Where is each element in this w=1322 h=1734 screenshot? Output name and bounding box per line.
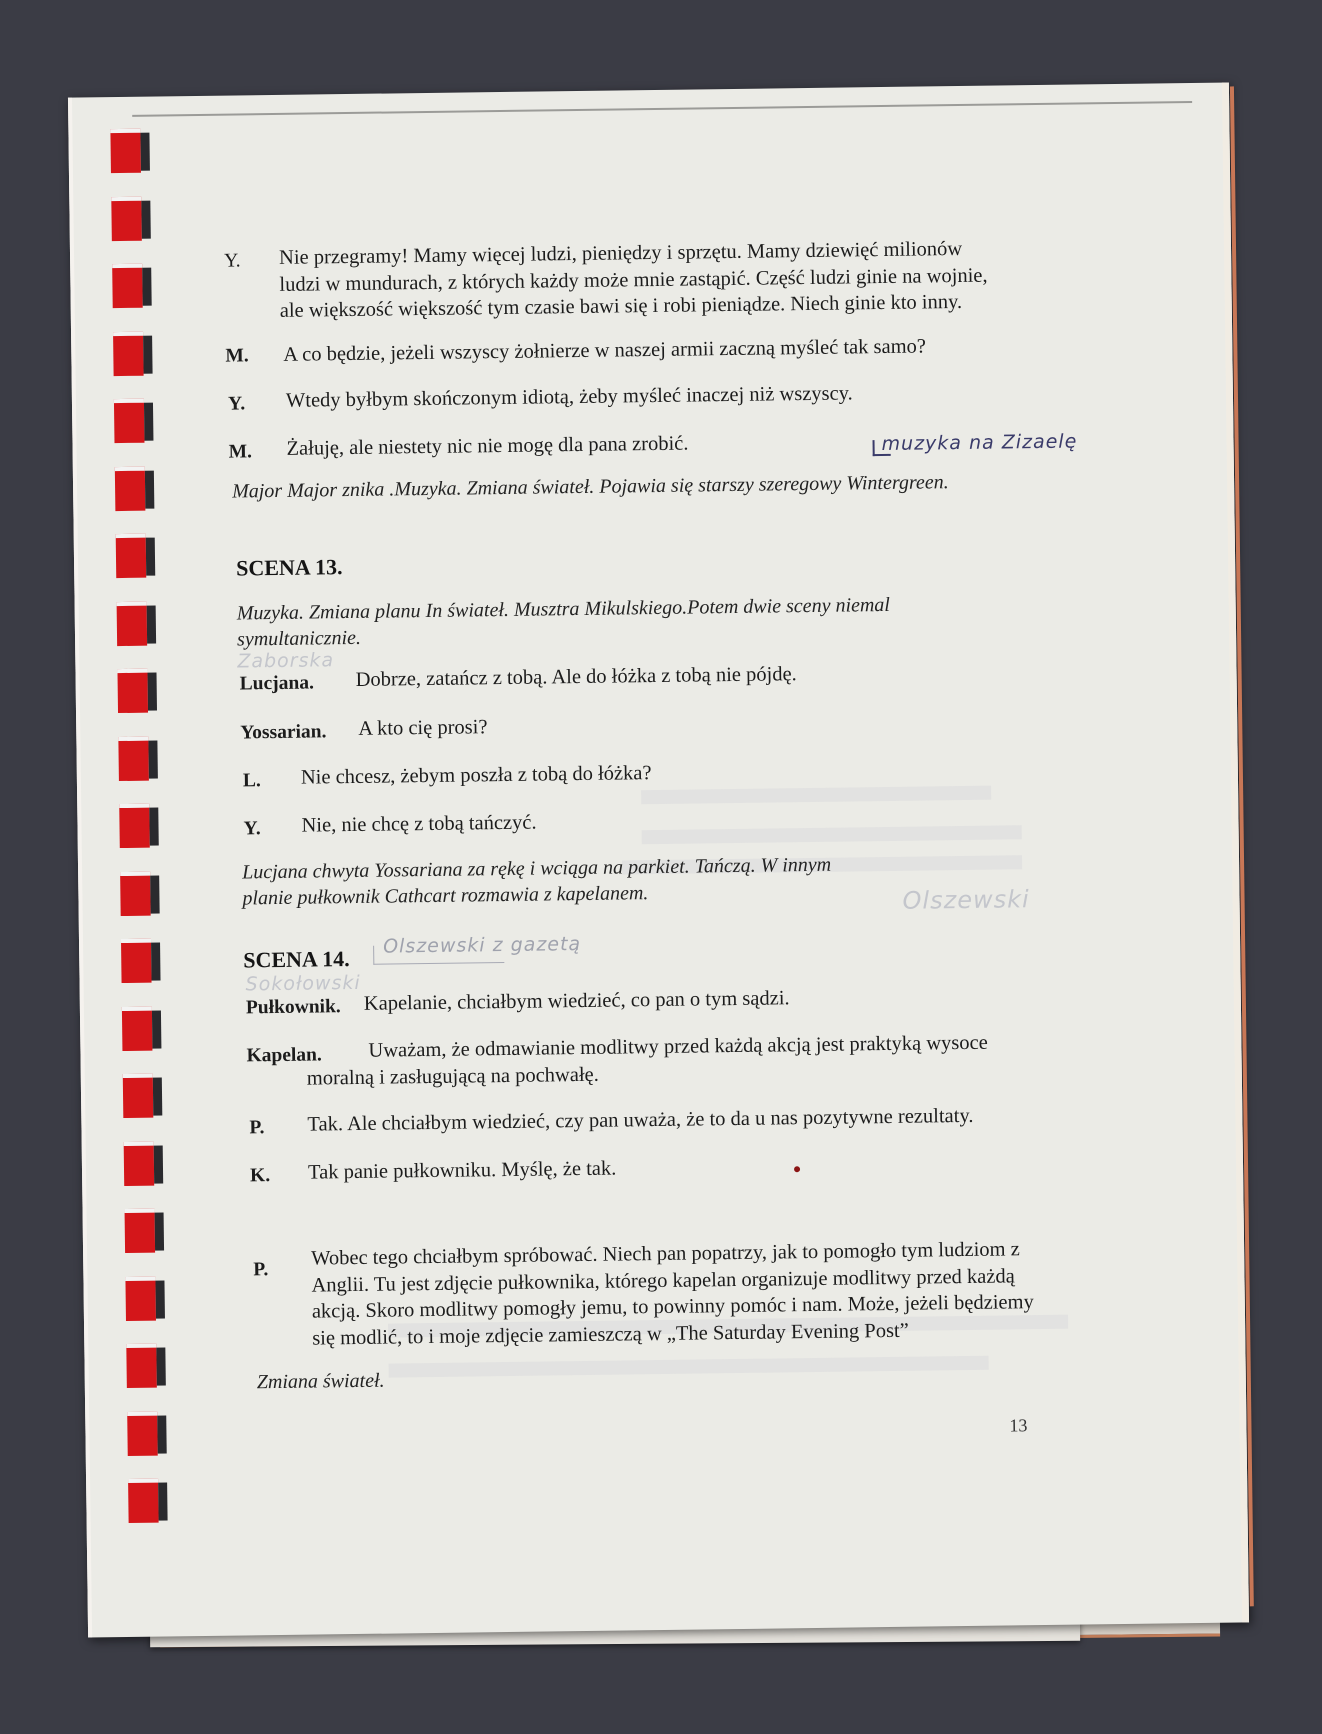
binding-ring-shadow [147,605,156,643]
binding-ring-red [116,534,147,578]
speaker-label: Y. [243,818,261,840]
binding-ring-red [110,129,141,173]
binding-ring-red [124,1141,155,1185]
binding-ring-red [112,264,143,308]
binding-ring-shadow [148,673,157,711]
binding-ring [118,734,161,781]
dialogue-text: Wtedy byłbym skończonym idiotą, żeby myśleć inaczej niż wszyscy. [285,382,853,412]
binding-ring [124,1139,167,1186]
binding-ring [126,1341,169,1388]
binding-ring-shadow [151,943,160,981]
binding-ring-red [120,871,151,915]
binding-ring-red [117,669,148,713]
binding-ring [117,667,160,714]
dialogue-text: Kapelanie, chciałbym wiedzieć, co pan o tym sądzi. [363,987,790,1015]
spiral-binding [92,127,172,1628]
dialogue-text: Żałuję, ale niestety nic nie mogę dla pana zrobić. [286,432,689,460]
binding-ring-red [114,399,145,443]
binding-ring-red [125,1209,156,1253]
speaker-label: Pułkownik. [245,996,341,1019]
binding-ring [115,464,158,511]
binding-ring [116,532,159,579]
speaker-label: Yossarian. [240,721,327,744]
binding-ring-shadow [149,808,158,846]
binding-ring-red [113,331,144,375]
binding-ring-shadow [152,1010,161,1048]
binding-ring [111,194,154,241]
binding-ring-shadow [157,1415,166,1453]
stage-direction: Zmiana świateł. [256,1369,385,1394]
handwritten-side-note: Olszewski [902,885,1030,915]
binding-ring-red [122,1006,153,1050]
binding-ring [122,1004,165,1051]
speaker-label: Lucjana. [239,672,315,695]
binding-ring-red [126,1344,157,1388]
dialogue-text: Wobec tego chciałbym spróbować. Niech pan popatrzy, jak to pomogło tym ludziom z Anglii. Tu jest zdjęcie pułkownika, którego kapelan organizuje modlitwy przed każdą akcją. Skoro modlitwy pomogły jemu, to powinny pomóc i nam. Może, jeżeli będziemy się modlić, to i moje zdjęcie zamieszczą w „The Saturday Evening Post” [311,1238,1034,1350]
binding-ring-red [115,466,146,510]
stage-direction: Lucjana chwyta Yossariana za rękę i wciąga na parkiet. Tańczą. W innym planie pułkownik Cathcart rozmawia z kapelanem. [241,853,832,910]
stage-direction: Muzyka. Zmiana planu In świateł. Musztra Mikulskiego.Potem dwie sceny niemal symultanicznie. [236,593,891,651]
binding-ring-shadow [141,200,150,238]
speaker-label: M. [228,441,253,463]
binding-ring [120,869,163,916]
binding-ring-shadow [140,133,149,171]
binding-ring-red [127,1411,158,1455]
speaker-label: P. [249,1117,265,1139]
binding-ring-red [117,601,148,645]
dialogue-text: A co będzie, jeżeli wszyscy żołnierze w naszej armii zaczną myśleć tak samo? [283,335,927,366]
speaker-label: Kapelan. [246,1044,322,1067]
binding-ring-red [111,196,142,240]
binding-ring [117,599,160,646]
handwritten-note-faint: Sokołowski [245,971,361,996]
scene-heading: SCENA 14. [243,946,350,973]
dialogue-text: Nie chcesz, żebym poszła z tobą do łóżka? [300,762,652,789]
top-edge-line [132,101,1192,117]
binding-ring [121,936,164,983]
ink-dot [794,1166,800,1172]
dialogue-text: Nie, nie chcę z tobą tańczyć. [301,811,537,837]
binding-ring-shadow [143,335,152,373]
speaker-label: M. [225,345,249,367]
handwritten-note-faint: Zaborska [237,649,335,673]
speaker-label: L. [242,770,261,792]
dialogue-text: Uważam, że odmawianie modlitwy przed każdą akcją jest praktyką wysoce moralną i zasługującą na pochwałę. [306,1031,988,1090]
scene-heading: SCENA 13. [235,554,343,581]
binding-ring-shadow [144,403,153,441]
binding-ring [125,1274,168,1321]
binding-ring-shadow [146,538,155,576]
dialogue-text: Tak. Ale chciałbym wiedzieć, czy pan uważa, że to da u nas pozytywne rezultaty. [307,1104,974,1136]
binding-ring [119,802,162,849]
binding-ring [110,127,153,174]
dialogue-text: Dobrze, zatańcz z tobą. Ale do łóżka z tobą nie pójdę. [355,663,797,691]
binding-ring [128,1476,171,1523]
binding-ring-shadow [156,1347,165,1385]
binding-ring-red [121,939,152,983]
binding-ring [127,1409,170,1456]
binding-ring-shadow [150,875,159,913]
binding-ring-red [128,1479,159,1523]
binding-ring [112,262,155,309]
show-through [641,786,991,805]
binding-ring-shadow [153,1078,162,1116]
dialogue-text: Tak panie pułkowniku. Myślę, że tak. [307,1157,617,1184]
speaker-label: K. [249,1165,271,1187]
stage-direction: Major Major znika .Muzyka. Zmiana świateł. Pojawia się starszy szeregowy Wintergreen. [231,471,949,503]
page-number: 13 [1009,1415,1028,1436]
binding-ring-red [119,804,150,848]
script-page [68,82,1249,1637]
binding-ring [114,397,157,444]
handwritten-note: Olszewski z gazetą [382,933,582,958]
binding-ring-shadow [148,740,157,778]
binding-ring-red [125,1276,156,1320]
speaker-label: P. [253,1259,269,1281]
binding-ring-shadow [145,470,154,508]
binding-ring-red [118,736,149,780]
binding-ring [113,329,156,376]
dialogue-text: Nie przegramy! Mamy więcej ludzi, pieniędzy i sprzętu. Mamy dziewięć milionów ludzi w mundurach, z których każdy może mnie zastąpić. Część ludzi ginie na wojnie, ale większość większość tym czasie bawi się i robi pieniądze. Niech ginie kto inny. [278,237,988,323]
binding-ring-shadow [154,1145,163,1183]
binding-ring-red [123,1074,154,1118]
binding-ring [123,1071,166,1118]
binding-ring [124,1206,167,1253]
binding-ring-shadow [155,1213,164,1251]
binding-ring-shadow [155,1280,164,1318]
show-through [389,1356,989,1378]
speaker-label: Y. [227,393,246,415]
binding-ring-shadow [158,1482,167,1520]
dialogue-text: A kto cię prosi? [358,716,488,740]
handwritten-note: muzyka na Zizaelę [881,430,1078,456]
binding-ring-shadow [142,268,151,306]
speaker-label: Y. [223,250,241,272]
